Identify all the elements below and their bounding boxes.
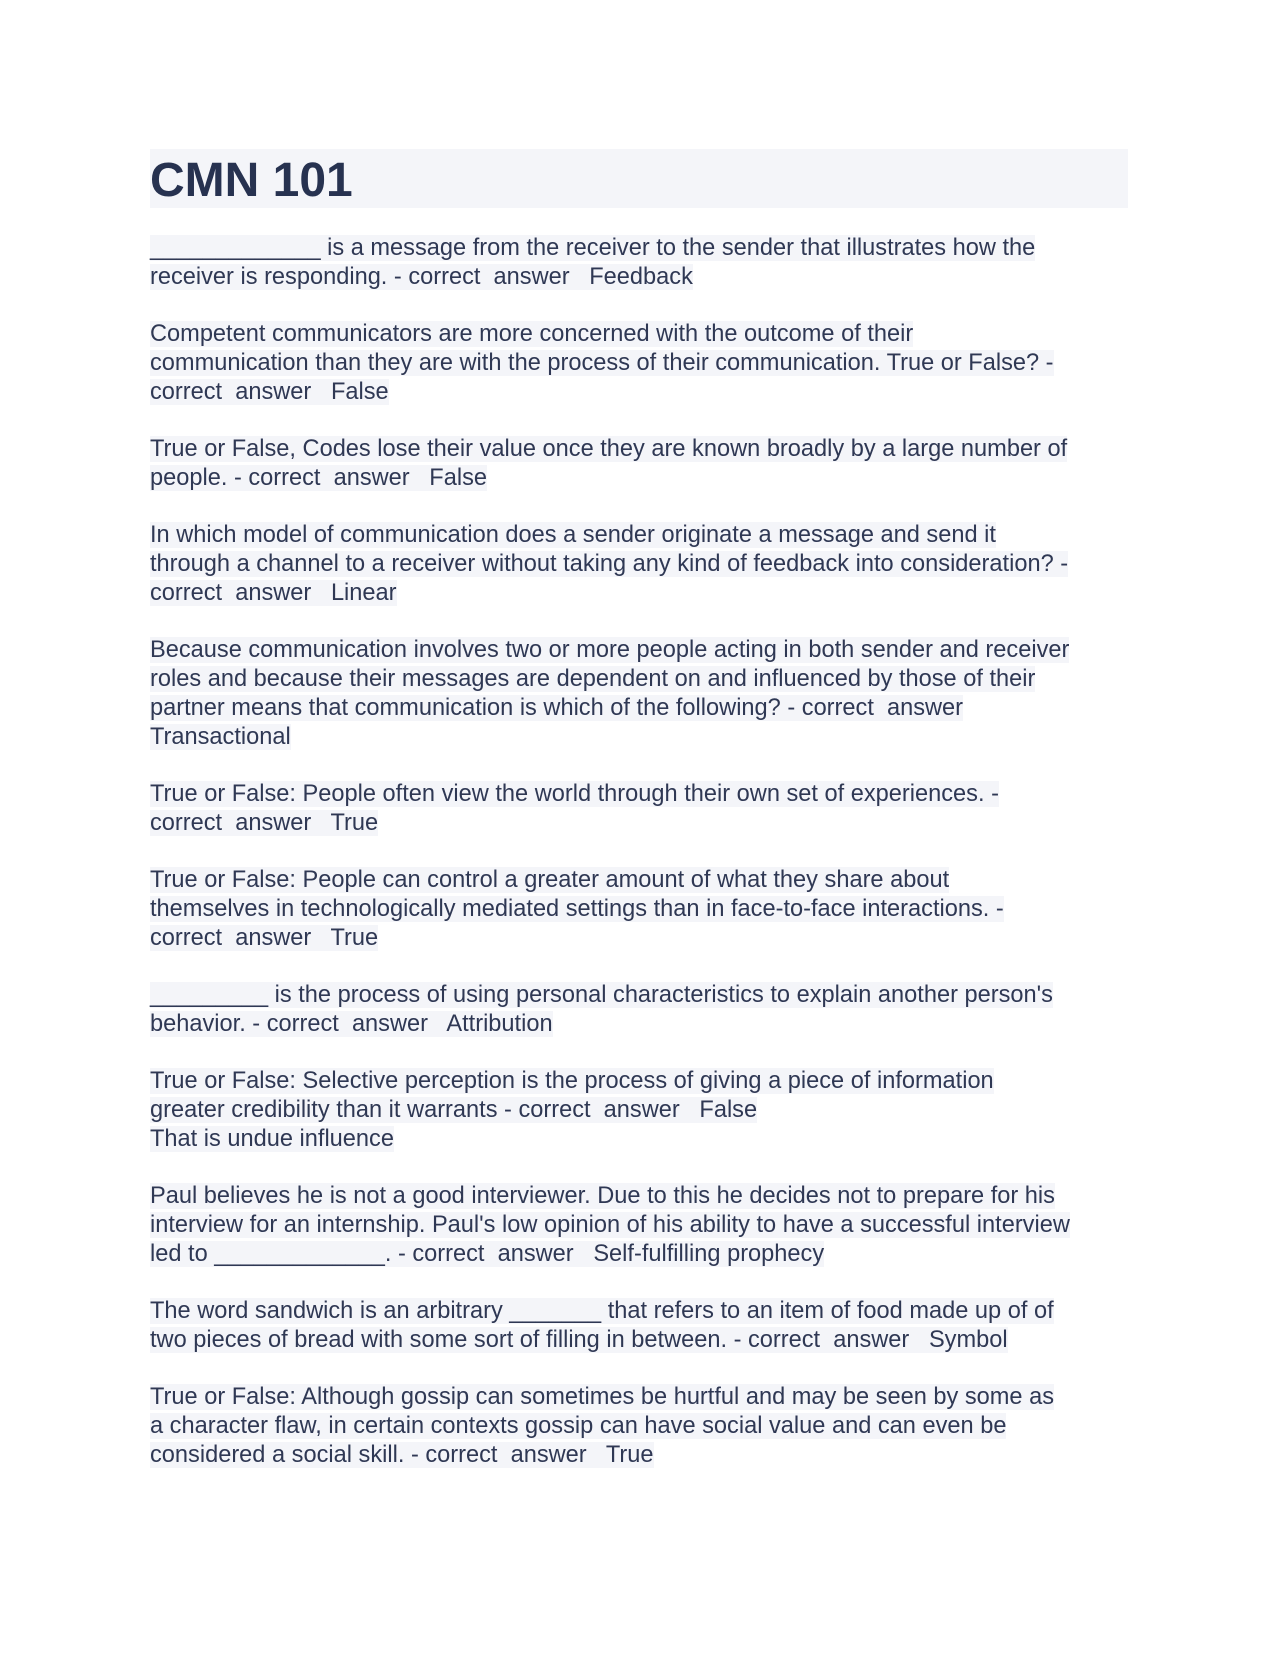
qa-line: Competent communicators are more concerned with the outcome of their — [150, 321, 914, 347]
qa-line: Transactional — [150, 724, 291, 750]
qa-line: considered a social skill. - correct answer True — [150, 1442, 654, 1468]
qa-line: True or False: People often view the world through their own set of experiences. - — [150, 781, 999, 807]
qa-item — [150, 234, 1128, 292]
qa-line: _________ is the process of using personal characteristics to explain another person's — [150, 982, 1053, 1008]
qa-line: led to _____________. - correct answer Self-fulfilling prophecy — [150, 1241, 825, 1267]
qa-line: correct answer Linear — [150, 580, 397, 606]
title-band — [150, 149, 1128, 208]
qa-item — [150, 636, 1128, 752]
qa-line: partner means that communication is which of the following? - correct answer — [150, 695, 964, 721]
qa-line: receiver is responding. - correct answer Feedback — [150, 264, 693, 290]
qa-line: interview for an internship. Paul's low opinion of his ability to have a successful interview — [150, 1212, 1070, 1238]
qa-item — [150, 981, 1128, 1039]
qa-item — [150, 1067, 1128, 1154]
qa-item — [150, 866, 1128, 953]
qa-line: _____________ is a message from the receiver to the sender that illustrates how the — [150, 235, 1036, 261]
qa-item — [150, 1383, 1128, 1470]
qa-line: people. - correct answer False — [150, 465, 488, 491]
qa-line: correct answer True — [150, 925, 379, 951]
qa-line: correct answer True — [150, 810, 379, 836]
qa-line: Paul believes he is not a good interviewer. Due to this he decides not to prepare for his — [150, 1183, 1055, 1209]
document-title: CMN 101 — [150, 154, 353, 207]
qa-item — [150, 780, 1128, 838]
qa-line: behavior. - correct answer Attribution — [150, 1011, 553, 1037]
qa-line: themselves in technologically mediated settings than in face-to-face interactions. - — [150, 896, 1004, 922]
qa-line: roles and because their messages are dependent on and influenced by those of their — [150, 666, 1036, 692]
qa-line: two pieces of bread with some sort of filling in between. - correct answer Symbol — [150, 1327, 1008, 1353]
qa-item — [150, 1297, 1128, 1355]
qa-line: True or False: Although gossip can sometimes be hurtful and may be seen by some as — [150, 1384, 1055, 1410]
qa-line: The word sandwich is an arbitrary _______ that refers to an item of food made up of of — [150, 1298, 1054, 1324]
qa-item — [150, 435, 1128, 493]
qa-line: greater credibility than it warrants - correct answer False — [150, 1097, 758, 1123]
qa-item — [150, 521, 1128, 608]
qa-line: In which model of communication does a sender originate a message and send it — [150, 522, 996, 548]
qa-line: Because communication involves two or more people acting in both sender and receiver — [150, 637, 1070, 663]
qa-item — [150, 1182, 1128, 1269]
document-page — [150, 149, 1128, 1498]
qa-line: correct answer False — [150, 379, 389, 405]
qa-line: a character flaw, in certain contexts gossip can have social value and can even be — [150, 1413, 1007, 1439]
qa-line: communication than they are with the process of their communication. True or False? - — [150, 350, 1054, 376]
qa-line: through a channel to a receiver without taking any kind of feedback into consideration? - — [150, 551, 1069, 577]
qa-line: True or False, Codes lose their value once they are known broadly by a large number of — [150, 436, 1068, 462]
qa-line: True or False: People can control a greater amount of what they share about — [150, 867, 950, 893]
qa-line: True or False: Selective perception is the process of giving a piece of information — [150, 1068, 994, 1094]
qa-line: That is undue influence — [150, 1126, 394, 1152]
qa-list — [150, 234, 1128, 1470]
qa-item — [150, 320, 1128, 407]
